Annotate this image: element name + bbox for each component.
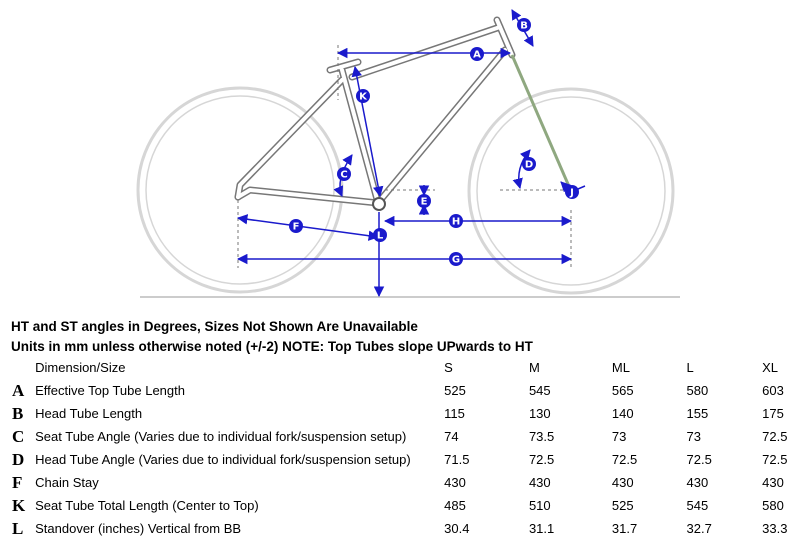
svg-text:A: A (473, 49, 481, 61)
row-value: 580 (686, 383, 709, 398)
row-value: 175 (762, 406, 784, 421)
table-header-row (12, 356, 801, 379)
svg-text:J: J (570, 187, 574, 199)
table-row (12, 494, 801, 517)
row-value: 72.5 (762, 429, 788, 444)
row-value: 71.5 (444, 452, 470, 467)
row-dimension: Chain Stay (35, 475, 99, 490)
marker-f (289, 219, 303, 233)
row-dimension: Standover (inches) Vertical from BB (35, 521, 242, 536)
dimension-lines (238, 10, 585, 296)
row-value: 72.5 (611, 452, 638, 467)
row-letter: A (12, 380, 25, 400)
row-value: 140 (611, 406, 634, 421)
row-dimension: Seat Tube Angle (Varies due to individual fork/suspension setup) (35, 429, 407, 444)
dim-line-f (238, 218, 378, 237)
marker-g (449, 252, 463, 266)
row-value: 430 (444, 475, 466, 490)
row-value: 31.1 (528, 521, 555, 536)
geometry-table (12, 356, 801, 540)
table-row (12, 471, 801, 494)
row-value: 603 (762, 383, 784, 398)
svg-text:E: E (420, 196, 428, 208)
row-value: 525 (611, 498, 634, 513)
header-size: M (528, 360, 540, 375)
row-value: 485 (444, 498, 466, 513)
row-dimension: Head Tube Angle (Varies due to individual fork/suspension setup) (35, 452, 411, 467)
row-value: 130 (528, 406, 551, 421)
table-row (12, 379, 801, 402)
svg-text:C: C (340, 169, 348, 181)
row-value: 580 (762, 498, 784, 513)
row-value: 31.7 (611, 521, 638, 536)
row-letter: L (12, 518, 24, 538)
row-value: 430 (686, 475, 709, 490)
row-value: 72.5 (762, 452, 788, 467)
table-row (12, 402, 801, 425)
row-value: 545 (686, 498, 709, 513)
svg-text:B: B (520, 20, 528, 32)
row-value: 73 (611, 429, 627, 444)
marker-l (373, 228, 387, 242)
table-row (12, 425, 801, 448)
marker-j (565, 185, 579, 199)
row-value: 73 (686, 429, 702, 444)
row-value: 510 (528, 498, 551, 513)
row-value: 525 (444, 383, 466, 398)
row-value: 74 (444, 429, 459, 444)
row-value: 30.4 (444, 521, 470, 536)
svg-text:G: G (451, 254, 461, 266)
row-letter: C (12, 426, 25, 446)
row-dimension: Effective Top Tube Length (35, 383, 185, 398)
row-value: 72.5 (528, 452, 555, 467)
marker-c (337, 167, 351, 181)
svg-text:F: F (292, 221, 300, 233)
row-value: 73.5 (528, 429, 555, 444)
marker-b (517, 18, 531, 32)
row-value: 565 (611, 383, 634, 398)
row-value: 545 (528, 383, 551, 398)
row-value: 115 (444, 406, 465, 421)
header-size: L (686, 360, 694, 375)
row-value: 155 (686, 406, 709, 421)
row-value: 72.5 (686, 452, 712, 467)
header-dimension: Dimension/Size (35, 360, 126, 375)
svg-text:K: K (359, 91, 367, 103)
row-letter: K (12, 495, 26, 515)
row-value: 33.3 (762, 521, 788, 536)
row-value: 430 (528, 475, 551, 490)
svg-text:D: D (524, 159, 534, 171)
row-dimension: Head Tube Length (35, 406, 143, 421)
marker-h (449, 214, 463, 228)
row-value: 430 (762, 475, 784, 490)
bottom-bracket (373, 198, 385, 210)
fork (512, 55, 571, 191)
marker-k (356, 89, 370, 103)
row-value: 430 (611, 475, 634, 490)
marker-d (522, 157, 536, 171)
row-letter: B (12, 403, 24, 423)
marker-e (417, 194, 431, 208)
note-line-2: Units in mm unless otherwise noted (+/-2) NOTE: Top Tubes slope UPwards to HT (11, 339, 533, 354)
svg-text:L: L (376, 230, 384, 242)
row-letter: D (12, 449, 25, 469)
header-size: S (444, 360, 453, 375)
row-letter: F (12, 472, 23, 492)
row-value: 32.7 (686, 521, 712, 536)
notes (11, 317, 533, 357)
header-size: XL (762, 360, 779, 375)
svg-text:H: H (451, 216, 461, 228)
note-line-1: HT and ST angles in Degrees, Sizes Not Shown Are Unavailable (11, 319, 418, 334)
marker-a (470, 47, 484, 61)
row-dimension: Seat Tube Total Length (Center to Top) (35, 498, 259, 513)
header-size: ML (611, 360, 630, 375)
table-row (12, 448, 801, 471)
